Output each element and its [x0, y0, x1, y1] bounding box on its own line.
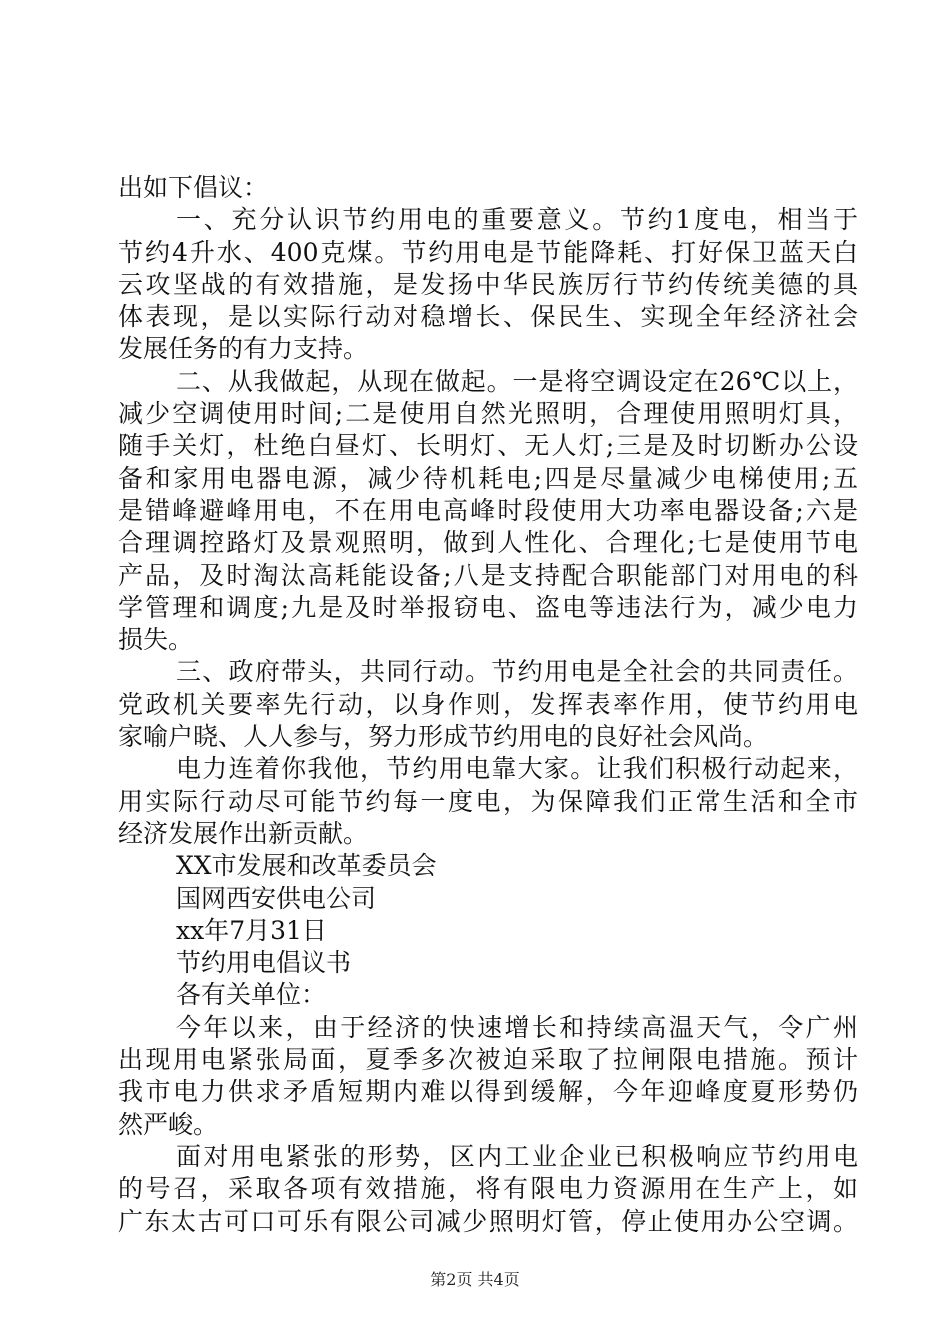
- text-line: 出现用电紧张局面，夏季多次被迫采取了拉闸限电措施。预计: [118, 1045, 858, 1075]
- text-line: 今年以来，由于经济的快速增长和持续高温天气，令广州: [176, 1012, 858, 1042]
- text-line: 出如下倡议：: [118, 173, 269, 202]
- text-line: 一、充分认识节约用电的重要意义。节约1度电，相当于: [176, 205, 858, 235]
- text-line: 备和家用电器电源，减少待机耗电;四是尽量减少电梯使用;五: [118, 463, 858, 493]
- text-line: 二、从我做起，从现在做起。一是将空调设定在26℃以上，: [176, 366, 858, 396]
- text-line: 用实际行动尽可能节约每一度电，为保障我们正常生活和全市: [118, 786, 858, 816]
- text-line: 损失。: [118, 625, 194, 655]
- text-line: 家喻户晓、人人参与，努力形成节约用电的良好社会风尚。: [118, 722, 769, 752]
- text-line: 节约4升水、400克煤。节约用电是节能降耗、打好保卫蓝天白: [118, 237, 858, 267]
- text-line: 电力连着你我他，节约用电靠大家。让我们积极行动起来，: [176, 754, 858, 784]
- text-line: 面对用电紧张的形势，区内工业企业已积极响应节约用电: [176, 1141, 858, 1171]
- text-line: 我市电力供求矛盾短期内难以得到缓解，今年迎峰度夏形势仍: [118, 1077, 858, 1107]
- text-line: XX市发展和改革委员会: [176, 851, 437, 881]
- text-line: 随手关灯，杜绝白昼灯、长明灯、无人灯;三是及时切断办公设: [118, 431, 858, 461]
- text-line: 广东太古可口可乐有限公司减少照明灯管，停止使用办公空调。: [118, 1206, 858, 1236]
- text-line: 发展任务的有力支持。: [118, 334, 369, 364]
- text-line: xx年7月31日: [176, 915, 327, 945]
- text-line: 云攻坚战的有效措施，是发扬中华民族厉行节约传统美德的具: [118, 269, 858, 299]
- text-line: 减少空调使用时间;二是使用自然光照明，合理使用照明灯具，: [118, 399, 858, 429]
- text-line: 各有关单位：: [176, 980, 327, 1010]
- text-line: 三、政府带头，共同行动。节约用电是全社会的共同责任。: [176, 657, 858, 687]
- text-line: 合理调控路灯及景观照明，做到人性化、合理化;七是使用节电: [118, 528, 858, 558]
- text-line: 的号召，采取各项有效措施，将有限电力资源用在生产上，如: [118, 1174, 858, 1204]
- text-line: 然严峻。: [118, 1109, 219, 1139]
- page-footer: 第2页 共4页: [430, 1270, 520, 1289]
- text-line: 是错峰避峰用电，不在用电高峰时段使用大功率电器设备;六是: [118, 495, 858, 525]
- text-line: 国网西安供电公司: [176, 883, 377, 913]
- text-line: 党政机关要率先行动，以身作则，发挥表率作用，使节约用电: [118, 689, 858, 719]
- text-line: 节约用电倡议书: [176, 948, 352, 978]
- text-line: 学管理和调度;九是及时举报窃电、盗电等违法行为，减少电力: [118, 592, 858, 622]
- text-line: 经济发展作出新贡献。: [118, 818, 369, 848]
- text-line: 产品，及时淘汰高耗能设备;八是支持配合职能部门对用电的科: [118, 560, 858, 590]
- document-body: [118, 172, 858, 1238]
- text-line: 体表现，是以实际行动对稳增长、保民生、实现全年经济社会: [118, 302, 858, 332]
